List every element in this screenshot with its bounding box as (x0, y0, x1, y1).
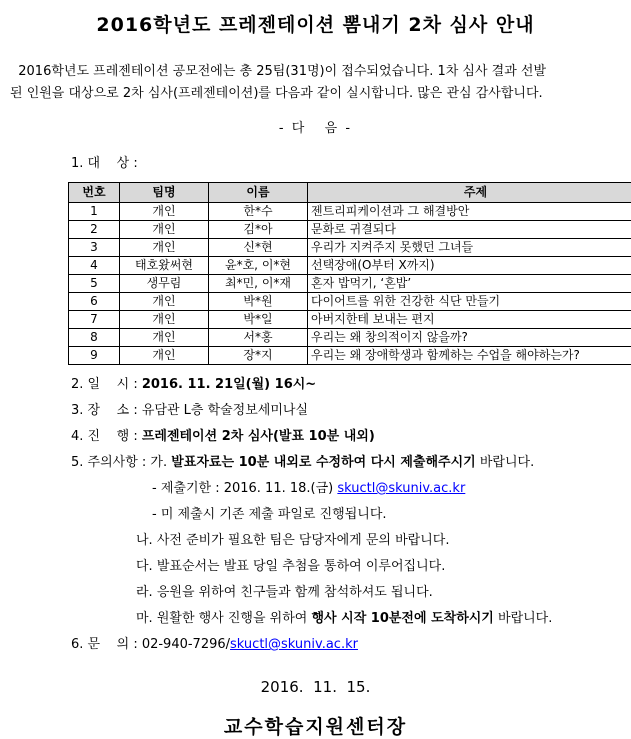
cell-topic: 아버지한테 보내는 편지 (308, 311, 631, 329)
info-list (71, 372, 625, 658)
cell-name: 최*민, 이*재 (209, 275, 308, 293)
section-1-target-label: 1. 대 상 : (71, 152, 625, 171)
intro-line-2: 된 인원을 대상으로 2차 심사(프레젠테이션)를 다음과 같이 실시합니다. 많은 관심 감사합니다. (10, 86, 543, 101)
table-row (69, 311, 631, 329)
cell-name: 박*원 (209, 293, 308, 311)
deadline-email-link[interactable]: skuctl@skuniv.ac.kr (337, 481, 465, 496)
header-team: 팀명 (120, 183, 209, 203)
cell-no: 6 (69, 293, 120, 311)
cell-topic: 우리는 왜 장애학생과 함께하는 수업을 해야하는가? (308, 347, 631, 365)
sub-item-da: 다. 발표순서는 발표 당일 추첨을 통하여 이루어집니다. (71, 554, 625, 580)
header-topic: 주제 (308, 183, 631, 203)
cell-topic: 혼자 밥먹기, ‘혼밥’ (308, 275, 631, 293)
cell-team: 개인 (120, 329, 209, 347)
cell-no: 3 (69, 239, 120, 257)
cell-topic: 우리는 왜 창의적이지 않을까? (308, 329, 631, 347)
table-row (69, 329, 631, 347)
daum-divider: - 다 음 - (6, 117, 625, 136)
item-notice (71, 450, 625, 476)
item-process (71, 424, 625, 450)
item-contact-label: 6. 문 의 : 02-940-7296/ (71, 637, 230, 652)
item-process-value: 프레젠테이션 2차 심사(발표 10분 내외) (142, 429, 375, 444)
cell-team: 개인 (120, 203, 209, 221)
item-datetime-value: 2016. 11. 21일(월) 16시~ (142, 377, 316, 392)
header-name: 이름 (209, 183, 308, 203)
footer-signature: 교수학습지원센터장 (6, 712, 625, 739)
footer-date: 2016. 11. 15. (6, 678, 625, 696)
page-title: 2016학년도 프레젠테이션 뽐내기 2차 심사 안내 (6, 10, 625, 37)
intro-paragraph (10, 61, 621, 105)
sub-item-ma (71, 606, 625, 632)
cell-topic: 다이어트를 위한 건강한 식단 만들기 (308, 293, 631, 311)
table-row (69, 347, 631, 365)
cell-topic: 선택장애(O부터 X까지) (308, 257, 631, 275)
item-datetime (71, 372, 625, 398)
cell-no: 1 (69, 203, 120, 221)
cell-name: 신*현 (209, 239, 308, 257)
sub-item-na: 나. 사전 준비가 필요한 팀은 담당자에게 문의 바랍니다. (71, 528, 625, 554)
cell-no: 5 (69, 275, 120, 293)
cell-name: 윤*호, 이*현 (209, 257, 308, 275)
cell-team: 개인 (120, 239, 209, 257)
table-row (69, 293, 631, 311)
item-datetime-label: 2. 일 시 : (71, 377, 142, 392)
participants-table (68, 182, 631, 365)
cell-topic: 우리가 지켜주지 못했던 그녀들 (308, 239, 631, 257)
cell-name: 박*일 (209, 311, 308, 329)
cell-name: 한*수 (209, 203, 308, 221)
cell-team: 개인 (120, 311, 209, 329)
table-row (69, 239, 631, 257)
sub-item-ma-bold: 행사 시작 10분전에 도착하시기 (312, 611, 494, 626)
cell-team: 개인 (120, 293, 209, 311)
table-row (69, 257, 631, 275)
item-notice-tail: 바랍니다. (476, 455, 535, 470)
cell-name: 서*홍 (209, 329, 308, 347)
sub-item-ma-prefix: 마. 원활한 행사 진행을 위하여 (136, 611, 312, 626)
sub-item-deadline (71, 476, 625, 502)
table-row (69, 203, 631, 221)
sub-item-no-submit: - 미 제출시 기존 제출 파일로 진행됩니다. (71, 502, 625, 528)
item-notice-bold: 발표자료는 10분 내외로 수정하여 다시 제출해주시기 (171, 455, 475, 470)
cell-team: 개인 (120, 221, 209, 239)
cell-no: 8 (69, 329, 120, 347)
cell-topic: 문화로 귀결되다 (308, 221, 631, 239)
contact-email-link[interactable]: skuctl@skuniv.ac.kr (230, 637, 358, 652)
table-row (69, 275, 631, 293)
cell-no: 7 (69, 311, 120, 329)
header-no: 번호 (69, 183, 120, 203)
item-process-label: 4. 진 행 : (71, 429, 142, 444)
item-contact (71, 632, 625, 658)
intro-line-1: 2016학년도 프레젠테이션 공모전에는 총 25팀(31명)이 접수되었습니다. 1차 심사 결과 선발 (10, 64, 546, 79)
sub-item-ma-tail: 바랍니다. (494, 611, 553, 626)
table-header-row (69, 183, 631, 203)
cell-team: 개인 (120, 347, 209, 365)
cell-no: 4 (69, 257, 120, 275)
cell-name: 장*지 (209, 347, 308, 365)
cell-topic: 젠트리피케이션과 그 해결방안 (308, 203, 631, 221)
cell-no: 2 (69, 221, 120, 239)
item-place: 3. 장 소 : 유담관 L층 학술정보세미나실 (71, 398, 625, 424)
cell-team: 태호왔써현 (120, 257, 209, 275)
cell-name: 김*아 (209, 221, 308, 239)
cell-team: 생무림 (120, 275, 209, 293)
table-row (69, 221, 631, 239)
sub-item-ra: 라. 응원을 위하여 친구들과 함께 참석하셔도 됩니다. (71, 580, 625, 606)
sub-item-deadline-label: - 제출기한 : 2016. 11. 18.(금) (152, 481, 337, 496)
cell-no: 9 (69, 347, 120, 365)
item-notice-label: 5. 주의사항 : 가. (71, 455, 171, 470)
